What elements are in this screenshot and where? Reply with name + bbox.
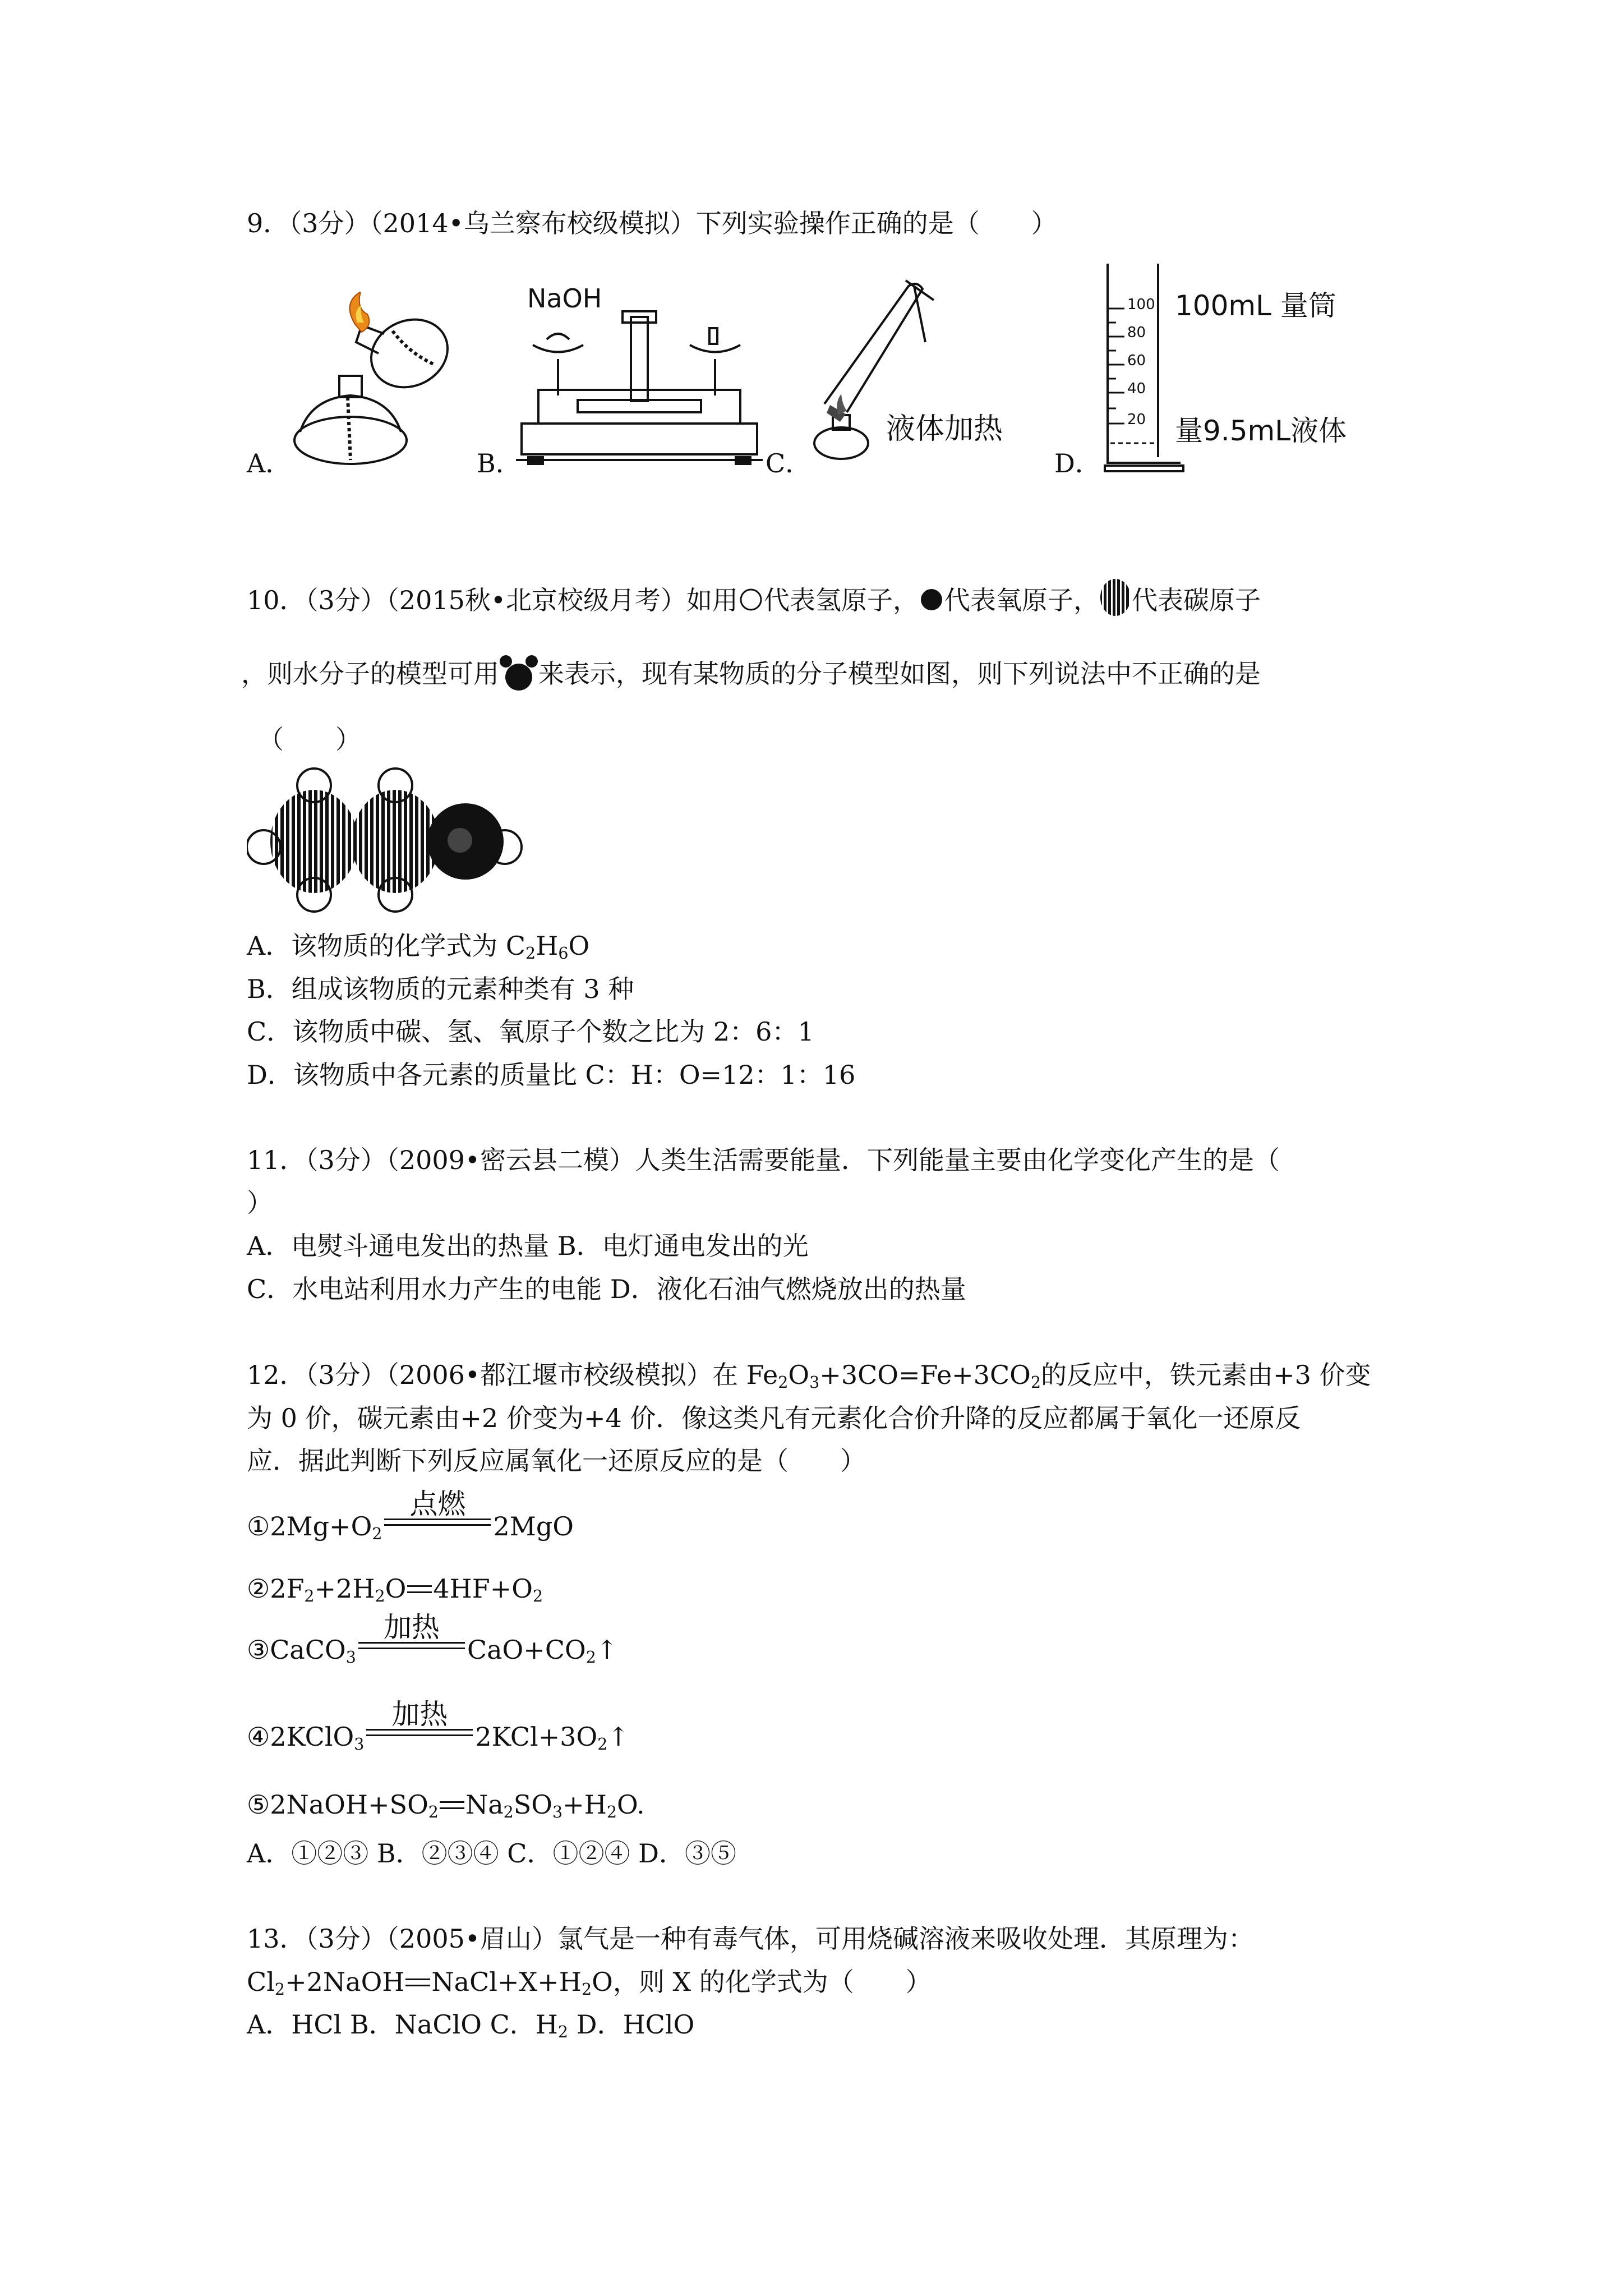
- q13-options: A．HCl B．NaClO C．$H_2$ D．HClO: [247, 2009, 695, 2042]
- q9-figure-a-alcohol-lamps: [289, 292, 457, 471]
- q12-reaction-5: $⑤2NaOH+SO_2$ $Na_2SO_3+H_2O$.: [247, 1789, 645, 1822]
- q12-stem-line1-text: 12．（3分）（2006•都江堰市校级模拟）在 Fe: [247, 1360, 778, 1390]
- q9-cylinder-tick-20: 20: [1127, 411, 1146, 428]
- q10-line2-part1: ，则水分子的模型可用: [241, 659, 499, 689]
- q10-line1: [247, 578, 1261, 617]
- q11-stem-line1: 11．（3分）（2009•密云县二模）人类生活需要能量．下列能量主要由化学变化产生的是（: [247, 1145, 1280, 1175]
- q9-stem: 9．（3分）（2014•乌兰察布校级模拟）下列实验操作正确的是（ ）: [247, 208, 1057, 238]
- q9-figure-b-label: NaOH: [527, 283, 602, 314]
- q10-line3: （ ）: [258, 724, 361, 754]
- q12-stem-line1-tail: 的反应中，铁元素由+3 价变: [1041, 1360, 1371, 1390]
- q10-line1-part2: 代表氢原子，: [764, 585, 919, 615]
- q12-stem-line1: 12．（3分）（2006•都江堰市校级模拟）在 $Fe_2O_3+3CO=Fe+3CO_2$的反应中，铁元素由+3 价变: [247, 1360, 1371, 1392]
- q9-cylinder-tick-60: 60: [1127, 352, 1146, 369]
- q9-cylinder-tick-100: 100: [1127, 296, 1155, 313]
- condition-ignite: 点燃: [409, 1488, 466, 1520]
- oxygen-atom-icon: [919, 587, 944, 613]
- q10-option-a: A．该物质的化学式为 $C_2H_6O$: [247, 931, 590, 963]
- q9-option-d: D．: [1054, 448, 1101, 478]
- q9-option-a: A．: [247, 448, 292, 478]
- q10-line1-part3: 代表氧原子，: [944, 585, 1099, 615]
- q12-reaction-4: ④2KClO$_3$ 加热 $2KCl+3O_2↑$: [247, 1717, 629, 1752]
- q13-stem-line1: 13．（3分）（2005•眉山）氯气是一种有毒气体，可用烧碱溶液来吸收处理．其原理为：: [247, 1924, 1254, 1954]
- reaction-arrow: [384, 1488, 491, 1540]
- q13-options-text: A．HCl B．NaClO C．H: [247, 2009, 558, 2040]
- hydrogen-atom-icon: [738, 587, 764, 613]
- q10-line1-part1: 10．（3分）（2015秋•北京校级月考）如用: [247, 585, 738, 615]
- q10-option-d: D．该物质中各元素的质量比 C：H：O=12：1：16: [247, 1060, 856, 1090]
- q10-option-b: B．组成该物质的元素种类有 3 种: [247, 974, 634, 1004]
- q13-option-d: D．HClO: [568, 2009, 695, 2040]
- q9-figure-b-balance: [516, 306, 763, 474]
- q12-stem-line2: 为 0 价，碳元素由+2 价变为+4 价．像这类凡有元素化合价升降的反应都属于氧化一还原反: [247, 1403, 1301, 1433]
- q9-figure-d-label-top: 100mL 量筒: [1175, 289, 1336, 322]
- q12-reaction-1: $①2Mg+O_2$ 点燃 2MgO: [247, 1506, 574, 1542]
- q13-stem-tail: ，则 X 的化学式为（ ）: [612, 1967, 932, 1997]
- q13-stem-line2: $Cl_2+2NaOH$ $NaCl+X+H_2O$，则 X 的化学式为（ ）: [247, 1967, 932, 1999]
- q10-option-a-text: A．该物质的化学式为 C: [247, 931, 526, 961]
- q10-option-c: C．该物质中碳、氢、氧原子个数之比为 2：6：1: [247, 1016, 814, 1047]
- condition-heat: 加热: [383, 1611, 440, 1644]
- q12-reaction-3: ③CaCO$_3$ 加热 $CaO+CO_2↑$: [247, 1630, 617, 1665]
- q9-option-c: C．: [766, 448, 811, 478]
- q10-molecule-model-figure: [247, 763, 527, 914]
- q10-line2-part2: 来表示，现有某物质的分子模型如图，则下列说法中不正确的是: [538, 659, 1261, 689]
- q11-options-ab: A．电熨斗通电发出的热量 B．电灯通电发出的光: [247, 1231, 809, 1261]
- condition-heat: 加热: [391, 1698, 448, 1731]
- q9-figure-d-label-bottom: 量9.5mL液体: [1175, 415, 1347, 447]
- q9-cylinder-tick-80: 80: [1127, 324, 1146, 341]
- reaction-arrow: [358, 1611, 465, 1663]
- q9-cylinder-tick-40: 40: [1127, 380, 1146, 397]
- water-molecule-icon: [499, 654, 538, 693]
- q12-stem-line3: 应．据此判断下列反应属氧化一还原反应的是（ ）: [247, 1446, 866, 1476]
- carbon-atom-icon: [1099, 578, 1132, 617]
- q9-option-b: B．: [477, 448, 522, 478]
- q10-line2: [241, 654, 1261, 693]
- q11-options-cd: C．水电站利用水力产生的电能 D．液化石油气燃烧放出的热量: [247, 1274, 966, 1304]
- q9-figure-c-label: 液体加热: [886, 412, 1003, 446]
- q12-answer-options: A．①②③ B．②③④ C．①②④ D．③⑤: [247, 1838, 736, 1869]
- q12-reaction-2: $②2F_2+2H_2O$ $4HF+O_2$: [247, 1573, 543, 1606]
- reaction-arrow: [366, 1698, 473, 1750]
- q11-stem-line2: ）: [247, 1188, 273, 1218]
- q10-line1-part4: 代表碳原子: [1132, 585, 1261, 615]
